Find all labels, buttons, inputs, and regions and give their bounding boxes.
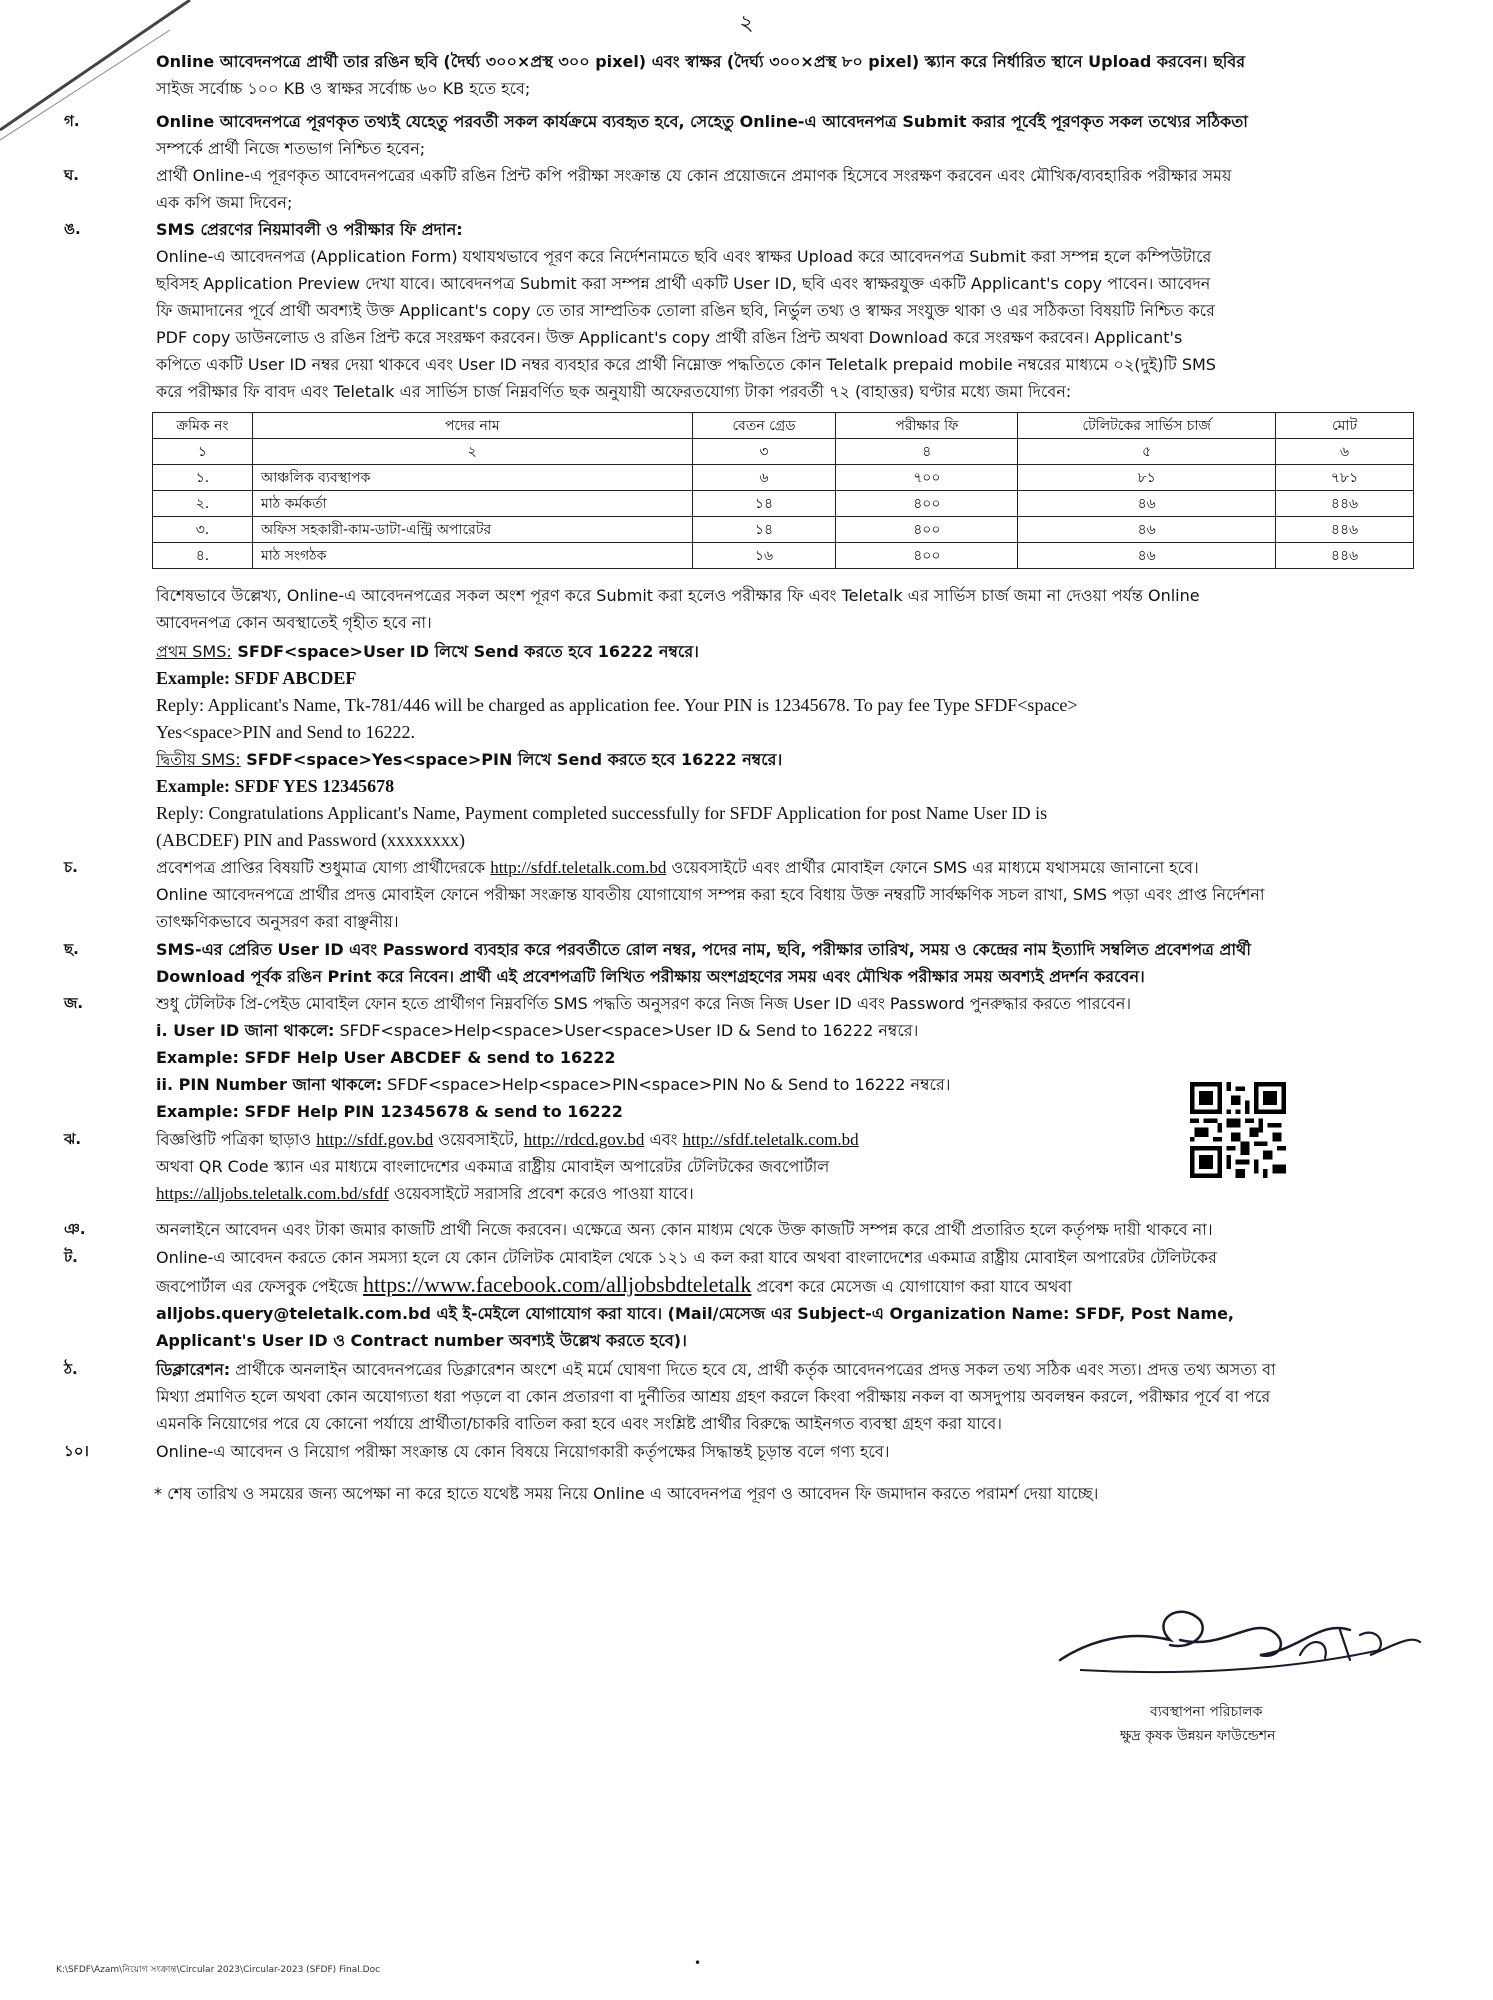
fee-table bbox=[152, 412, 1414, 569]
item-ta-line-4: Applicant's User ID ও Contract number অবশ্যই উল্লেখ করতে হবে)। bbox=[156, 1331, 687, 1350]
item-cha-line-2: Online আবেদনপত্রে প্রার্থীর প্রদত্ত মোবাইল ফোনে পরীক্ষা সংক্রান্ত যাবতীয় যোগাযোগ সম্পন্ন করা হবে বিধায় উক্ত নম্বরটি সার্বক্ষণিক সচল রাখা, SMS পড়া এবং প্রাপ্ত নির্দেশনা bbox=[156, 885, 1265, 904]
item-cha-line-3: তাৎক্ষণিকভাবে অনুসরণ করা বাঞ্ছনীয়। bbox=[156, 912, 399, 931]
item-ta-line-2 bbox=[156, 1271, 1414, 1300]
item-jha-text-a: বিজ্ঞপ্তিটি পত্রিকা ছাড়াও bbox=[156, 1130, 317, 1149]
item-jha-line-2: অথবা QR Code স্ক্যান এর মাধ্যমে বাংলাদেশের একমাত্র রাষ্ট্রীয় মোবাইল অপারেটর টেলিটকের জবপোর্টাল bbox=[156, 1157, 830, 1176]
recover-user-id-label: i. User ID জানা থাকলে: bbox=[156, 1021, 335, 1040]
item-jha-line-3 bbox=[156, 1180, 1166, 1207]
table-header: মোট bbox=[1276, 413, 1414, 439]
table-cell: মাঠ কর্মকর্তা bbox=[252, 491, 692, 517]
table-row bbox=[153, 465, 1414, 491]
table-header-row bbox=[153, 413, 1414, 439]
item-marker: জ. bbox=[64, 994, 84, 1012]
table-cell: ১ bbox=[153, 439, 253, 465]
item-nga-line-3: ফি জমাদানের পূর্বে প্রার্থী অবশ্যই উক্ত Applicant's copy তে তার সাম্প্রতিক তোলা রঙিন ছবি, নির্ভুল তথ্য ও স্বাক্ষর সংযুক্ত থাকা ও এর সঠিকতা বিষয়টি নিশ্চিত করে bbox=[156, 301, 1215, 320]
sms-first-instruction bbox=[156, 638, 1414, 665]
recover-pin-label: ii. PIN Number জানা থাকলে: bbox=[156, 1075, 383, 1094]
declaration-label: ডিক্লারেশন: bbox=[156, 1360, 231, 1379]
table-cell: আঞ্চলিক ব্যবস্থাপক bbox=[252, 465, 692, 491]
table-cell: ৪০০ bbox=[836, 517, 1018, 543]
sms-second-label: দ্বিতীয় SMS: bbox=[156, 750, 241, 769]
item-yna-line-1: অনলাইনে আবেদন এবং টাকা জমার কাজটি প্রার্থী নিজে করবেন। এক্ষেত্রে অন্য কোন মাধ্যম থেকে উক্ত কাজটি সম্পন্ন করে প্রার্থী প্রতারিত হলে কর্তৃপক্ষ দায়ী থাকবে না। bbox=[156, 1220, 1213, 1239]
signatory-title: ব্যবস্থাপনা পরিচালক bbox=[1150, 1704, 1263, 1720]
table-cell: ৪৪৬ bbox=[1276, 517, 1414, 543]
table-header: টেলিটকের সার্ভিস চার্জ bbox=[1018, 413, 1276, 439]
table-cell: ৪০০ bbox=[836, 543, 1018, 569]
sms-second-example: Example: SFDF YES 12345678 bbox=[156, 776, 395, 796]
sms-second-reply-1: Reply: Congratulations Applicant's Name, Payment completed successfully for SFDF Application for post Name User ID is bbox=[156, 803, 1048, 823]
page-number: ২ bbox=[739, 11, 754, 36]
item-ta-text-b: প্রবেশ করে মেসেজ এ যোগাযোগ করা যাবে অথবা bbox=[751, 1277, 1072, 1296]
table-header: পরীক্ষার ফি bbox=[836, 413, 1018, 439]
item-ga-line-2: সম্পর্কে প্রার্থী নিজে শতভাগ নিশ্চিত হবেন; bbox=[156, 139, 426, 158]
item-marker: ট. bbox=[64, 1248, 78, 1266]
item-tha-text: প্রার্থীকে অনলাইন আবেদনপত্রের ডিক্লারেশন অংশে এই মর্মে ঘোষণা দিতে হবে যে, প্রার্থী কর্তৃক আবেদনপত্রের প্রদত্ত সকল তথ্য সঠিক এবং সত্য। প্রদত্ত তথ্য অসত্য বা bbox=[230, 1360, 1276, 1379]
sms-second-text: SFDF<space>Yes<space>PIN লিখে Send করতে হবে 16222 নম্বরে। bbox=[240, 750, 783, 769]
item-gha-line-1: প্রার্থী Online-এ পূরণকৃত আবেদনপত্রের একটি রঙিন প্রিন্ট কপি পরীক্ষা সংক্রান্ত যে কোন প্রয়োজনে প্রমাণক হিসেবে সংরক্ষণ করবেন এবং মৌখিক/ব্যবহারিক পরীক্ষার সময় bbox=[156, 166, 1232, 185]
facebook-page-link[interactable]: https://www.facebook.com/alljobsbdteletalk bbox=[363, 1272, 752, 1297]
table-cell: ৪৬ bbox=[1018, 543, 1276, 569]
table-index-row bbox=[153, 439, 1414, 465]
sms-first-example: Example: SFDF ABCDEF bbox=[156, 668, 357, 688]
table-cell: ৪৬ bbox=[1018, 491, 1276, 517]
table-cell: ৪৪৬ bbox=[1276, 543, 1414, 569]
sfdf-website-link[interactable]: http://sfdf.gov.bd bbox=[316, 1130, 434, 1149]
item-nga-line-6: করে পরীক্ষার ফি বাবদ এবং Teletalk এর সার্ভিস চার্জ নিম্নবর্ণিত ছক অনুযায়ী অফেরতযোগ্য টাকা পরবর্তী ৭২ (বাহাত্তর) ঘণ্টার মধ্যে জমা দিবেন: bbox=[156, 382, 1072, 401]
item-marker: ঝ. bbox=[64, 1130, 82, 1148]
footer-mark: • bbox=[694, 1956, 702, 1970]
table-cell: ১৪ bbox=[692, 491, 836, 517]
recover-pin-text: SFDF<space>Help<space>PIN<space>PIN No & Send to 16222 নম্বরে। bbox=[382, 1075, 951, 1094]
item-marker: চ. bbox=[64, 858, 78, 876]
recover-user-id-text: SFDF<space>Help<space>User<space>User ID & Send to 16222 নম্বরে। bbox=[334, 1021, 919, 1040]
item-nga-line-5: কপিতে একটি User ID নম্বর দেয়া থাকবে এবং User ID নম্বর ব্যবহার করে প্রার্থী নিম্নোক্ত পদ্ধতিতে কোন Teletalk prepaid mobile নম্বরের মাধ্যমে ০২(দুই)টি SMS bbox=[156, 355, 1216, 374]
item-chha-line-2: Download পূর্বক রঙিন Print করে নিবেন। প্রার্থী এই প্রবেশপত্রটি লিখিত পরীক্ষায় অংশগ্রহণের সময় এবং মৌখিক পরীক্ষার সময় অবশ্যই প্রদর্শন করবেন। bbox=[156, 967, 1145, 986]
table-cell: অফিস সহকারী-কাম-ডাটা-এন্ট্রি অপারেটর bbox=[252, 517, 692, 543]
item-tha-line-3: এমনকি নিয়োগের পরে যে কোনো পর্যায়ে প্রার্থীতা/চাকরি বাতিল করা হবে এবং সংশ্লিষ্ট প্রার্থীর বিরুদ্ধে আইনগত ব্যবস্থা গ্রহণ করা যাবে। bbox=[156, 1414, 1003, 1433]
item-cha-text-a: প্রবেশপত্র প্রাপ্তির বিষয়টি শুধুমাত্র যোগ্য প্রার্থীদেরকে bbox=[156, 858, 491, 877]
table-cell: ২ bbox=[252, 439, 692, 465]
item-ten-line-1: Online-এ আবেদন ও নিয়োগ পরীক্ষা সংক্রান্ত যে কোন বিষয়ে নিয়োগকারী কর্তৃপক্ষের সিদ্ধান্তই চূড়ান্ত বলে গণ্য হবে। bbox=[156, 1442, 890, 1461]
item-tha-line-1 bbox=[156, 1356, 1414, 1383]
recover-user-id-example: Example: SFDF Help User ABCDEF & send to 16222 bbox=[156, 1048, 616, 1067]
item-ta-line-1: Online-এ আবেদন করতে কোন সমস্যা হলে যে কোন টেলিটক মোবাইল থেকে ১২১ এ কল করা যাবে অথবা বাংলাদেশের একমাত্র রাষ্ট্রীয় মোবাইল অপারেটর টেলিটকের bbox=[156, 1248, 1217, 1267]
handwritten-signature bbox=[1050, 1580, 1430, 1690]
item-chha-line-1: SMS-এর প্রেরিত User ID এবং Password ব্যবহার করে পরবর্তীতে রোল নম্বর, পদের নাম, ছবি, পরীক্ষার তারিখ, সময় ও কেন্দ্রের নাম ইত্যাদি সম্বলিত প্রবেশপত্র প্রার্থী bbox=[156, 940, 1251, 959]
item-ta-line-3: alljobs.query@teletalk.com.bd এই ই-মেইলে যোগাযোগ করা যাবে। (Mail/মেসেজ এর Subject-এ Organization Name: SFDF, Post Name, bbox=[156, 1304, 1235, 1323]
table-cell: ৪৬ bbox=[1018, 517, 1276, 543]
fee-warning-line-1: বিশেষভাবে উল্লেখ্য, Online-এ আবেদনপত্রের সকল অংশ পূরণ করে Submit করা হলেও পরীক্ষার ফি এবং Teletalk এর সার্ভিস চার্জ জমা না দেওয়া পর্যন্ত Online bbox=[156, 586, 1200, 605]
item-tha-line-2: মিথ্যা প্রমাণিত হলে অথবা কোন অযোগ্যতা ধরা পড়লে বা কোন প্রতারণা বা দুর্নীতির আশ্রয় গ্রহণ করলে কিংবা পরীক্ষায় নকল বা অসদুপায় অবলম্বন করলে, পরীক্ষার পূর্বে বা পরে bbox=[156, 1387, 1271, 1406]
sms-first-reply-1: Reply: Applicant's Name, Tk-781/446 will be charged as application fee. Your PIN is 12345678. To pay fee Type SFDF<space> bbox=[156, 695, 1078, 715]
footer-file-path: K:\SFDF\Azam\নিয়োগ সংক্রান্ত\Circular 2023\Circular-2023 (SFDF) Final.Doc bbox=[56, 1965, 381, 1975]
item-cha-text-b: ওয়েবসাইটে এবং প্রার্থীর মোবাইল ফোনে SMS এর মাধ্যমে যথাসময়ে জানানো হবে। bbox=[666, 858, 1199, 877]
teletalk-website-link[interactable]: http://sfdf.teletalk.com.bd bbox=[490, 858, 667, 877]
alljobs-portal-link[interactable]: https://alljobs.teletalk.com.bd/sfdf bbox=[156, 1184, 389, 1203]
item-ja-line-1: শুধু টেলিটক প্রি-পেইড মোবাইল ফোন হতে প্রার্থীগণ নিম্নবর্ণিত SMS পদ্ধতি অনুসরণ করে নিজ নিজ User ID এবং Password পুনরুদ্ধার করতে পারবেন। bbox=[156, 994, 1132, 1013]
item-marker: ১০। bbox=[64, 1442, 89, 1460]
table-cell: ৪০০ bbox=[836, 491, 1018, 517]
item-marker: ঠ. bbox=[64, 1360, 78, 1378]
sms-first-label: প্রথম SMS: bbox=[156, 642, 232, 661]
table-cell: ১৪ bbox=[692, 517, 836, 543]
item-cha-line-1 bbox=[156, 854, 1414, 881]
item-jha-line-1 bbox=[156, 1126, 1166, 1153]
advisory-note-text: * শেষ তারিখ ও সময়ের জন্য অপেক্ষা না করে হাতে যথেষ্ট সময় নিয়ে Online এ আবেদনপত্র পূরণ ও আবেদন ফি জমাদান করতে পরামর্শ দেয়া যাচ্ছে। bbox=[154, 1484, 1099, 1503]
item-ga-line-1: Online আবেদনপত্রে পূরণকৃত তথ্যই যেহেতু পরবর্তী সকল কার্যক্রমে ব্যবহৃত হবে, সেহেতু Online-এ আবেদনপত্র Submit করার পূর্বেই পূরণকৃত সকল তথ্যের সঠিকতা bbox=[156, 112, 1248, 131]
table-cell: ৫ bbox=[1018, 439, 1276, 465]
table-cell: ৮১ bbox=[1018, 465, 1276, 491]
table-header: পদের নাম bbox=[252, 413, 692, 439]
item-nga-line-4: PDF copy ডাউনলোড ও রঙিন প্রিন্ট করে সংরক্ষণ করবেন। উক্ত Applicant's copy প্রার্থী রঙিন প্রিন্ট অথবা Download করে সংরক্ষণ করবেন। Applicant's bbox=[156, 328, 1183, 347]
sms-second-instruction bbox=[156, 746, 1414, 773]
table-cell: ৬ bbox=[1276, 439, 1414, 465]
table-cell: ২. bbox=[153, 491, 253, 517]
item-nga-line-1: Online-এ আবেদনপত্র (Application Form) যথাযথভাবে পূরণ করে নির্দেশনামতে ছবি এবং স্বাক্ষর Upload করে আবেদনপত্র Submit করা সম্পন্ন হলে কম্পিউটারে bbox=[156, 247, 1212, 266]
fee-warning-line-2: আবেদনপত্র কোন অবস্থাতেই গৃহীত হবে না। bbox=[156, 613, 432, 632]
table-row bbox=[153, 491, 1414, 517]
table-header: ক্রমিক নং bbox=[153, 413, 253, 439]
table-cell: ৬ bbox=[692, 465, 836, 491]
teletalk-sfdf-link[interactable]: http://sfdf.teletalk.com.bd bbox=[682, 1130, 859, 1149]
table-cell: ৩ bbox=[692, 439, 836, 465]
item-marker: ছ. bbox=[64, 940, 79, 958]
sms-second-reply-2: (ABCDEF) PIN and Password (xxxxxxxx) bbox=[156, 830, 465, 850]
table-cell: ৩. bbox=[153, 517, 253, 543]
table-cell: ৭৮১ bbox=[1276, 465, 1414, 491]
table-header: বেতন গ্রেড bbox=[692, 413, 836, 439]
table-cell: ৪ bbox=[836, 439, 1018, 465]
sms-first-text: SFDF<space>User ID লিখে Send করতে হবে 16222 নম্বরে। bbox=[231, 642, 699, 661]
table-cell: ৪৪৬ bbox=[1276, 491, 1414, 517]
item-nga-line-2: ছবিসহ Application Preview দেখা যাবে। আবেদনপত্র Submit করা সম্পন্ন প্রার্থী একটি User ID, ছবি এবং স্বাক্ষরযুক্ত একটি Applicant's copy পাবেন। আবেদন bbox=[156, 274, 1211, 293]
item-jha-text-d: ওয়েবসাইটে সরাসরি প্রবেশ করেও পাওয়া যাবে। bbox=[388, 1184, 694, 1203]
table-row bbox=[153, 517, 1414, 543]
item-jha-text-c: এবং bbox=[644, 1130, 683, 1149]
item-ta-text-a: জবপোর্টাল এর ফেসবুক পেইজে bbox=[156, 1277, 364, 1296]
section-heading-sms: SMS প্রেরণের নিয়মাবলী ও পরীক্ষার ফি প্রদান: bbox=[156, 220, 463, 239]
table-cell: ১৬ bbox=[692, 543, 836, 569]
table-cell: ৪. bbox=[153, 543, 253, 569]
table-row bbox=[153, 543, 1414, 569]
recover-pin bbox=[156, 1071, 1166, 1098]
recover-pin-example: Example: SFDF Help PIN 12345678 & send to 16222 bbox=[156, 1102, 623, 1121]
intro-line-1: Online আবেদনপত্রে প্রার্থী তার রঙিন ছবি (দৈর্ঘ্য ৩০০×প্রস্থ ৩০০ pixel) এবং স্বাক্ষর (দৈর্ঘ্য ৩০০×প্রস্থ ৮০ pixel) স্ক্যান করে নির্ধারিত স্থানে Upload করবেন। ছবির bbox=[156, 52, 1246, 71]
table-cell: মাঠ সংগঠক bbox=[252, 543, 692, 569]
rdcd-website-link[interactable]: http://rdcd.gov.bd bbox=[523, 1130, 645, 1149]
item-marker: ঙ. bbox=[64, 220, 81, 238]
item-jha-text-b: ওয়েবসাইটে, bbox=[433, 1130, 524, 1149]
item-marker: গ. bbox=[64, 112, 80, 130]
qr-code-icon[interactable] bbox=[1190, 1082, 1286, 1178]
sms-first-reply-2: Yes<space>PIN and Send to 16222. bbox=[156, 722, 415, 742]
table-cell: ৭০০ bbox=[836, 465, 1018, 491]
table-cell: ১. bbox=[153, 465, 253, 491]
intro-line-2: সাইজ সর্বোচ্চ ১০০ KB ও স্বাক্ষর সর্বোচ্চ ৬০ KB হতে হবে; bbox=[156, 79, 531, 98]
recover-user-id bbox=[156, 1017, 1166, 1044]
item-gha-line-2: এক কপি জমা দিবেন; bbox=[156, 193, 293, 212]
signatory-organization: ক্ষুদ্র কৃষক উন্নয়ন ফাউন্ডেশন bbox=[1120, 1728, 1276, 1744]
item-marker: ঞ. bbox=[64, 1220, 86, 1238]
item-marker: ঘ. bbox=[64, 166, 79, 184]
